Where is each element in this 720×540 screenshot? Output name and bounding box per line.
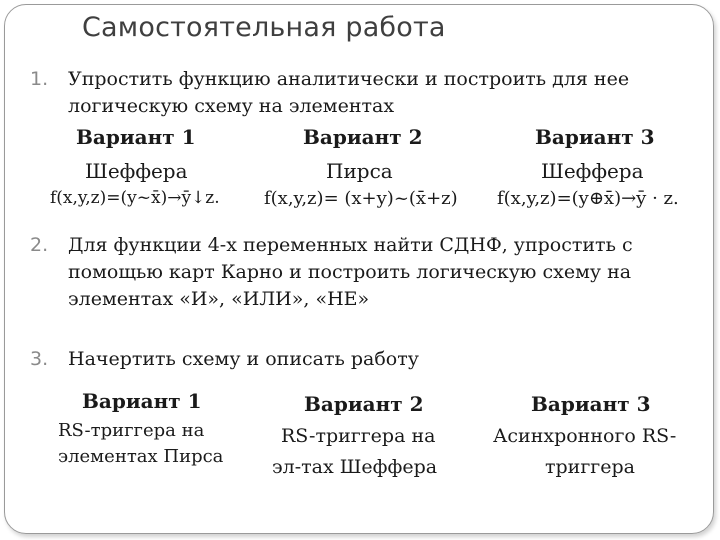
item-1-line-2: логическую схему на элементах [68, 95, 395, 117]
task3-variant-1-line-1: RS-триггера на [58, 420, 205, 441]
task1-variant-3-label: Вариант 3 [535, 125, 655, 149]
task1-variant-2-label: Вариант 2 [303, 125, 423, 149]
task3-variant-1-label: Вариант 1 [82, 389, 202, 413]
item-2-line-2: помощью карт Карно и построить логическую схему на [68, 261, 632, 283]
task3-variant-3-line-1: Асинхронного RS- [493, 425, 677, 447]
item-1-number: 1. [30, 68, 49, 90]
task1-variant-2-element: Пирса [326, 159, 393, 183]
task1-variant-1-element: Шеффера [85, 159, 188, 183]
task3-variant-2-line-2: эл-тах Шеффера [272, 456, 438, 478]
item-3-line-1: Начертить схему и описать работу [68, 348, 419, 370]
task1-variant-3-formula: f(x,y,z)=(y⊕x̄)→ȳ · z. [497, 188, 679, 209]
item-3-number: 3. [30, 348, 49, 370]
task1-variant-3-element: Шеффера [541, 159, 644, 183]
task1-variant-2-formula: f(x,y,z)= (x+y)~(x̄+z) [264, 188, 458, 209]
task3-variant-2-line-1: RS-триггера на [281, 425, 436, 447]
slide-title: Самостоятельная работа [82, 12, 446, 43]
task1-variant-1-formula: f(x,y,z)=(y~x̄)→ȳ↓z. [50, 188, 220, 208]
item-1-line-1: Упростить функцию аналитически и построить для нее [68, 68, 630, 90]
task3-variant-3-line-2: триггера [545, 456, 635, 478]
item-2-line-3: элементах «И», «ИЛИ», «НЕ» [68, 288, 370, 310]
task3-variant-2-label: Вариант 2 [304, 392, 424, 416]
item-2-line-1: Для функции 4-х переменных найти СДНФ, упростить с [68, 234, 633, 256]
item-2-number: 2. [30, 234, 49, 256]
task3-variant-3-label: Вариант 3 [531, 392, 651, 416]
task1-variant-1-label: Вариант 1 [76, 125, 196, 149]
task3-variant-1-line-2: элементах Пирса [58, 446, 224, 467]
